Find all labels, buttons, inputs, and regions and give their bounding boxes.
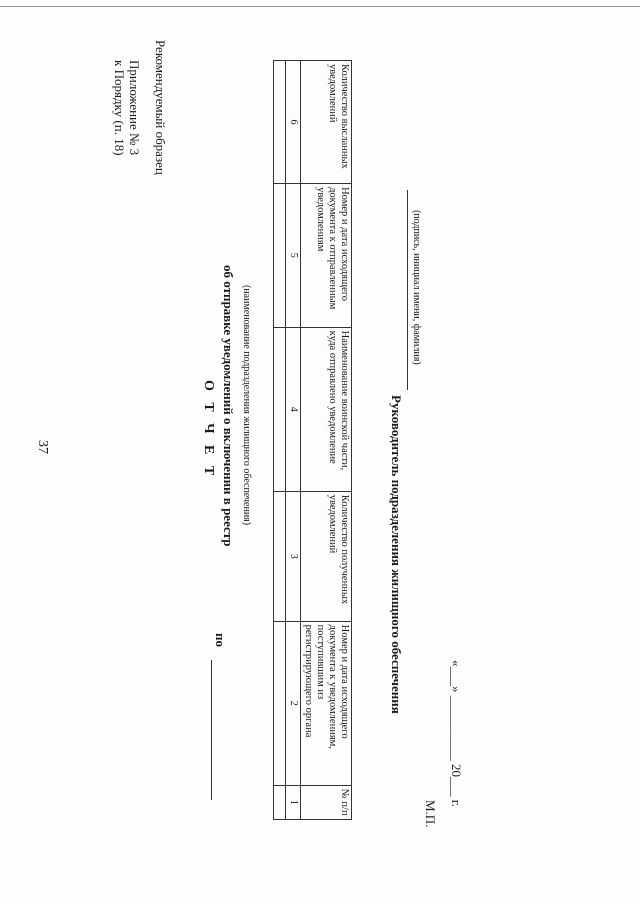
unit-name-hint: (наименование подразделения жилищного обеспечения) bbox=[241, 285, 252, 526]
col-number-2: 2 bbox=[286, 621, 301, 785]
header-sent-count: Количество высланных уведомлений bbox=[301, 61, 352, 184]
appendix-block bbox=[112, 60, 142, 156]
empty-cell bbox=[274, 327, 286, 491]
header-outgoing-doc-received: Номер и дата исходящего документа к уведомлениям, поступившим из регистрирующего органа bbox=[301, 621, 352, 785]
header-received-count: Количество полученных уведомлений bbox=[301, 491, 352, 621]
col-number-6: 6 bbox=[286, 61, 301, 184]
po-label: по bbox=[213, 633, 228, 647]
appendix-line-2: к Порядку (п. 18) bbox=[112, 60, 127, 156]
header-military-unit: Наименование воинской части, куда отправлено уведомление bbox=[301, 327, 352, 491]
header-outgoing-doc-sent: Номер и дата исходящего документа к отправленным уведомлениям bbox=[301, 184, 352, 328]
table-number-row bbox=[286, 61, 301, 820]
empty-cell bbox=[274, 491, 286, 621]
col-number-3: 3 bbox=[286, 491, 301, 621]
table-empty-row bbox=[274, 61, 286, 820]
date-line: «___» __________ 20___ г. bbox=[449, 660, 464, 807]
report-title: О Т Ч Е Т bbox=[201, 380, 216, 480]
col-number-5: 5 bbox=[286, 184, 301, 328]
stamp-place: М.П. bbox=[423, 800, 438, 828]
col-number-1: 1 bbox=[286, 785, 301, 819]
empty-cell bbox=[274, 785, 286, 819]
page-number: 37 bbox=[35, 440, 50, 454]
report-table bbox=[273, 60, 352, 820]
header-row-number: № п/п bbox=[301, 785, 352, 819]
empty-cell bbox=[274, 184, 286, 328]
appendix-line-1: Приложение № 3 bbox=[127, 60, 142, 156]
signature-hint: (подпись, инициал имени, фамилия) bbox=[411, 210, 422, 365]
table-header-row bbox=[301, 61, 352, 820]
unit-name-line bbox=[211, 660, 212, 800]
report-subtitle: об отправке уведомлений о включении в реестр bbox=[221, 265, 236, 547]
signature-line bbox=[407, 190, 408, 390]
recommended-sample: Рекомендуемый образец bbox=[153, 40, 168, 175]
head-signature-label: Руководитель подразделения жилищного обеспечения bbox=[389, 395, 404, 714]
empty-cell bbox=[274, 621, 286, 785]
empty-cell bbox=[274, 61, 286, 184]
col-number-4: 4 bbox=[286, 327, 301, 491]
